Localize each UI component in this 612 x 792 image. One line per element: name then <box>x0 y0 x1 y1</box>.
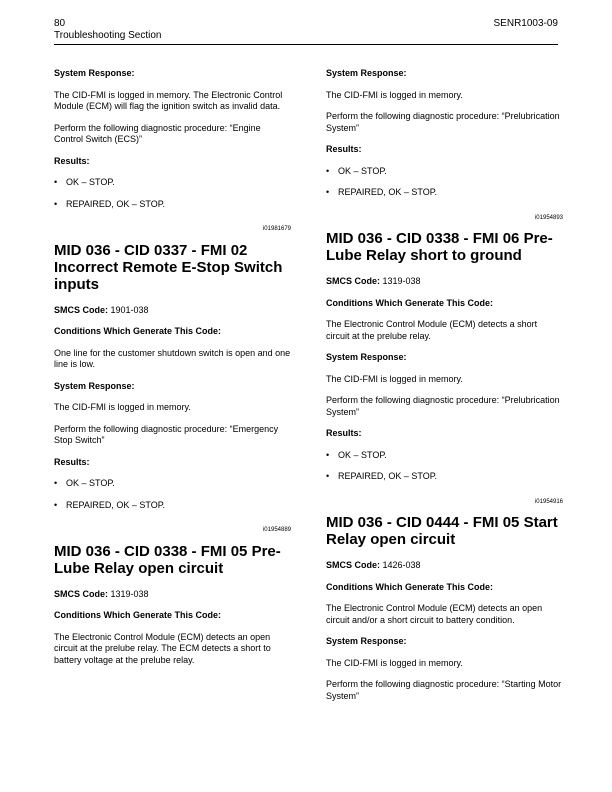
section-name: Troubleshooting Section <box>54 30 162 41</box>
result-item: • REPAIRED, OK – STOP. <box>54 500 291 512</box>
reference-id: i01954889 <box>262 527 291 533</box>
results-label: Results: <box>326 428 362 438</box>
section-cid-0338-fmi06 <box>326 213 563 483</box>
reference-id: i01954916 <box>534 498 563 505</box>
results-label: Results: <box>54 155 90 166</box>
result-item: • OK – STOP. <box>326 166 563 178</box>
smcs-value: 1901-038 <box>108 304 149 315</box>
page-header <box>54 18 558 46</box>
system-response-label: System Response: <box>54 68 135 78</box>
document-id: SENR1003-09 <box>493 18 558 29</box>
system-response-label: System Response: <box>54 380 135 391</box>
smcs-value: 1319-038 <box>380 276 421 286</box>
conditions-text: The Electronic Control Module (ECM) detects an open circuit and/or a short circuit to battery condition. <box>326 603 543 625</box>
section-cid-0337 <box>54 224 291 511</box>
smcs-value: 1426-038 <box>380 560 421 570</box>
system-response-label: System Response: <box>326 352 407 362</box>
results-label: Results: <box>54 456 90 467</box>
system-response-text: The CID-FMI is logged in memory. The Electronic Control Module (ECM) will flag the ignition switch as invalid data. <box>54 89 283 111</box>
system-response-text: The CID-FMI is logged in memory. <box>54 402 191 412</box>
conditions-text: The Electronic Control Module (ECM) detects a short circuit at the prelube relay. <box>326 319 538 341</box>
reference-id: i01954893 <box>534 214 563 221</box>
section-cid-0338-fmi05 <box>54 525 291 666</box>
conditions-label: Conditions Which Generate This Code: <box>326 581 494 592</box>
procedure-text: Perform the following diagnostic procedure: “Prelubrication System” <box>326 395 560 417</box>
smcs-value: 1319-038 <box>108 588 149 599</box>
result-item: • OK – STOP. <box>326 450 563 462</box>
system-response-text: The CID-FMI is logged in memory. <box>326 373 463 384</box>
result-item: • OK – STOP. <box>54 478 291 490</box>
smcs-label: SMCS Code: <box>54 588 108 599</box>
page-number: 80 <box>54 18 66 29</box>
conditions-text: The Electronic Control Module (ECM) detects an open circuit at the prelube relay. The ECM detects a short to battery voltage at the prelube relay. <box>54 631 271 665</box>
results-list <box>326 450 563 483</box>
system-response-text: The CID-FMI is logged in memory. <box>326 89 463 100</box>
result-item: • REPAIRED, OK – STOP. <box>326 471 563 483</box>
section-heading: MID 036 - CID 0338 - FMI 06 Pre-Lube Relay short to ground <box>326 230 553 264</box>
reference-id: i01981679 <box>262 226 291 232</box>
section-continued <box>54 68 291 210</box>
smcs-label: SMCS Code: <box>326 276 380 286</box>
system-response-label: System Response: <box>326 636 407 646</box>
results-label: Results: <box>326 144 362 154</box>
smcs-label: SMCS Code: <box>54 304 108 315</box>
section-heading: MID 036 - CID 0338 - FMI 05 Pre-Lube Relay open circuit <box>54 542 281 577</box>
conditions-label: Conditions Which Generate This Code: <box>326 297 494 308</box>
result-item: • OK – STOP. <box>54 177 291 189</box>
procedure-text: Perform the following diagnostic procedure: “Prelubrication System” <box>326 111 560 133</box>
smcs-label: SMCS Code: <box>326 560 380 570</box>
result-item: • REPAIRED, OK – STOP. <box>326 187 563 199</box>
procedure-text: Perform the following diagnostic procedure: “Starting Motor System” <box>326 679 562 701</box>
smcs-code <box>326 560 563 572</box>
header-rule <box>54 44 558 45</box>
results-list <box>54 177 291 210</box>
system-response-label: System Response: <box>326 68 407 78</box>
section-heading: MID 036 - CID 0337 - FMI 02 Incorrect Remote E-Stop Switch inputs <box>54 241 283 293</box>
smcs-code <box>54 305 291 317</box>
section-heading: MID 036 - CID 0444 - FMI 05 Start Relay open circuit <box>326 514 558 548</box>
conditions-text: One line for the customer shutdown switch is open and one line is low. <box>54 347 291 369</box>
conditions-label: Conditions Which Generate This Code: <box>54 326 222 336</box>
system-response-text: The CID-FMI is logged in memory. <box>326 657 463 668</box>
section-continued <box>326 68 563 199</box>
section-cid-0444 <box>326 497 563 703</box>
smcs-code <box>54 589 291 601</box>
procedure-text: Perform the following diagnostic procedure: “Engine Control Switch (ECS)” <box>54 122 261 144</box>
result-item: • REPAIRED, OK – STOP. <box>54 199 291 211</box>
procedure-text: Perform the following diagnostic procedure: “Emergency Stop Switch” <box>54 423 279 445</box>
right-column <box>326 68 563 712</box>
left-column <box>54 68 291 676</box>
results-list <box>54 478 291 511</box>
conditions-label: Conditions Which Generate This Code: <box>54 610 222 620</box>
smcs-code <box>326 276 563 288</box>
results-list <box>326 166 563 199</box>
